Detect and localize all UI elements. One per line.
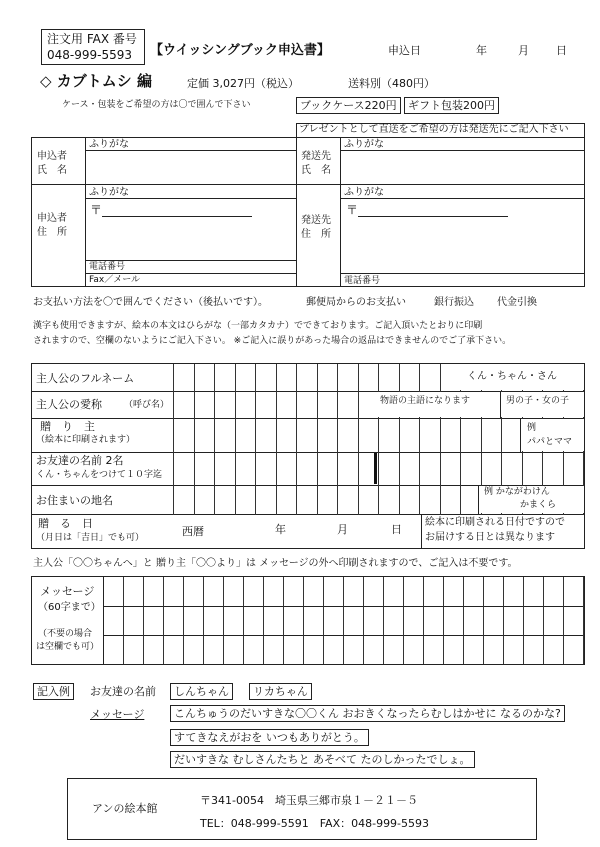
applicant-fax-mail-label: Fax／メール	[89, 275, 141, 285]
date-note-1: 絵本に印刷される日付ですので	[425, 517, 565, 528]
options-note: ケース・包装をご希望の方は〇で囲んで下さい	[62, 100, 251, 110]
payment-label: お支払い方法を〇で囲んでください（後払いです）。	[33, 297, 268, 308]
grid-input-row[interactable]	[173, 486, 373, 514]
payment-option-postal[interactable]: 郵便局からのお支払い	[306, 297, 406, 308]
divider	[520, 419, 521, 452]
row-nickname-label: 主人公の愛称	[36, 398, 102, 411]
date-era: 西暦	[182, 525, 204, 538]
row-friends-label: お友達の名前 2名	[36, 454, 124, 467]
example-message-2: すてきなえがおを いつもありがとう。	[170, 729, 369, 746]
product-price: 定価 3,027円（税込）	[187, 77, 299, 90]
example-friend-1: しんちゃん	[170, 683, 233, 700]
applicant-postal-mark: 〒	[90, 203, 103, 217]
fax-number-box	[41, 29, 145, 65]
divider	[85, 260, 296, 261]
footer-address: 〒341-0054 埼玉県三郷市泉１－２１－５	[200, 794, 418, 807]
ship-name-field[interactable]	[341, 151, 584, 183]
date-note-2: お届けする日とは異なります	[425, 532, 555, 543]
row-friends-sub: くん・ちゃんをつけて１０字迄	[36, 470, 163, 480]
example-message-1: こんちゅうのだいすきな〇〇くん おおきくなったらむしはかせに なるのかな?	[170, 705, 565, 722]
date-row-day: 日	[391, 523, 402, 536]
location-example-1: 例 かながわけん	[484, 487, 550, 497]
message-optional-1: （不要の場合	[38, 629, 93, 639]
grid-input-row[interactable]	[173, 419, 373, 452]
date-year: 年	[476, 44, 487, 57]
message-notice: 主人公「〇〇ちゃんへ」と 贈り主「〇〇より」は メッセージの外へ印刷されますので、ご記入は不要です。	[33, 558, 518, 569]
applicant-name-field[interactable]	[86, 151, 295, 183]
example-message-3: だいすきな むしさんたちと あそべて たのしかったでしょ。	[170, 751, 475, 768]
message-label: メッセージ	[40, 585, 95, 598]
ship-postal-mark: 〒	[346, 203, 359, 217]
example-tag: 記入例	[33, 683, 74, 700]
date-day: 日	[556, 44, 567, 57]
applicant-name-label-2: 氏 名	[37, 165, 67, 176]
message-optional-2: は空欄でも可）	[36, 642, 100, 652]
footer-contact: TEL：048-999-5591 FAX：048-999-5593	[200, 817, 430, 830]
friends-separator	[374, 453, 377, 484]
date-label: 申込日	[388, 44, 421, 57]
message-limit: （60字まで）	[38, 602, 101, 613]
divider	[85, 273, 296, 274]
ship-address-label-2: 住 所	[301, 229, 331, 240]
divider	[478, 486, 479, 514]
applicant-name-label: 申込者	[37, 151, 67, 162]
ship-address-field[interactable]	[341, 199, 584, 272]
applicant-furigana: ふりがな	[89, 139, 129, 150]
divider	[500, 392, 501, 418]
row-giver-sub: （絵本に印刷されます）	[36, 435, 136, 445]
ship-furigana: ふりがな	[344, 139, 384, 150]
grid-input-row[interactable]	[173, 364, 373, 391]
divider	[296, 137, 297, 287]
product-name: ◇ カブトムシ 編	[40, 72, 152, 90]
ship-address-furigana: ふりがな	[344, 187, 384, 198]
row-fullname-label: 主人公のフルネーム	[36, 372, 135, 385]
applicant-address-label-2: 住 所	[37, 227, 67, 238]
ship-name-label: 発送先	[301, 151, 331, 162]
gender-option[interactable]: 男の子・女の子	[506, 396, 570, 406]
footer-company: アンの絵本館	[92, 802, 158, 815]
applicant-phone-label: 電話番号	[89, 262, 126, 272]
example-friends-label: お友達の名前	[90, 685, 156, 698]
gift-note: プレゼントとして直送をご希望の方は発送先にご記入下さい	[299, 124, 569, 135]
form-title: 【ウイッシングブック申込書】	[150, 43, 330, 58]
example-friend-2: リカちゃん	[249, 683, 312, 700]
applicant-address-furigana: ふりがな	[89, 187, 129, 198]
notice-line-1: 漢字も使用できますが、絵本の本文はひらがな（一部カタカナ）でできております。ご記入頂いたとおりに印刷	[33, 321, 483, 331]
notice-line-2: されますので、空欄のないようにご記入下さい。 ※ご記入に誤りがあった場合の返品はできませんのでご了承下さい。	[33, 336, 512, 346]
row-date-sub: （月日は「吉日」でも可）	[36, 533, 145, 543]
book-case-option[interactable]: ブックケース220円	[296, 97, 401, 114]
row-location-label: お住まいの地名	[36, 494, 113, 507]
payment-option-bank[interactable]: 銀行振込	[434, 297, 474, 308]
fullname-suffix[interactable]: くん・ちゃん・さん	[467, 371, 557, 382]
ship-name-label-2: 氏 名	[301, 165, 331, 176]
fax-number: 048-999-5593	[47, 48, 133, 62]
giver-example-1: 例	[527, 423, 537, 433]
divider	[421, 515, 422, 549]
example-message-label: メッセージ	[90, 708, 145, 721]
date-month: 月	[518, 44, 529, 57]
grid-input-row[interactable]	[173, 453, 373, 485]
divider	[31, 184, 585, 185]
shipping-fee: 送料別（480円）	[348, 77, 435, 90]
ship-phone-label: 電話番号	[344, 276, 381, 286]
applicant-address-field[interactable]	[86, 199, 295, 259]
message-input[interactable]	[104, 577, 584, 664]
grid-input-row[interactable]	[173, 392, 373, 418]
fax-label: 注文用 FAX 番号	[47, 32, 137, 46]
divider	[340, 273, 585, 274]
gift-wrap-option[interactable]: ギフト包装200円	[404, 97, 499, 114]
row-date-label: 贈 る 日	[38, 517, 93, 530]
row-giver-label: 贈 り 主	[40, 420, 95, 433]
ship-address-label: 発送先	[301, 215, 331, 226]
nickname-note: 物語の主語になります	[380, 396, 471, 406]
applicant-address-label: 申込者	[37, 213, 67, 224]
giver-example-2: パパとママ	[527, 437, 573, 447]
location-example-2: かまくら	[520, 500, 557, 510]
payment-option-cod[interactable]: 代金引換	[497, 297, 537, 308]
date-row-month: 月	[337, 523, 348, 536]
row-nickname-small: （呼び名）	[124, 400, 170, 410]
date-row-year: 年	[275, 523, 286, 536]
